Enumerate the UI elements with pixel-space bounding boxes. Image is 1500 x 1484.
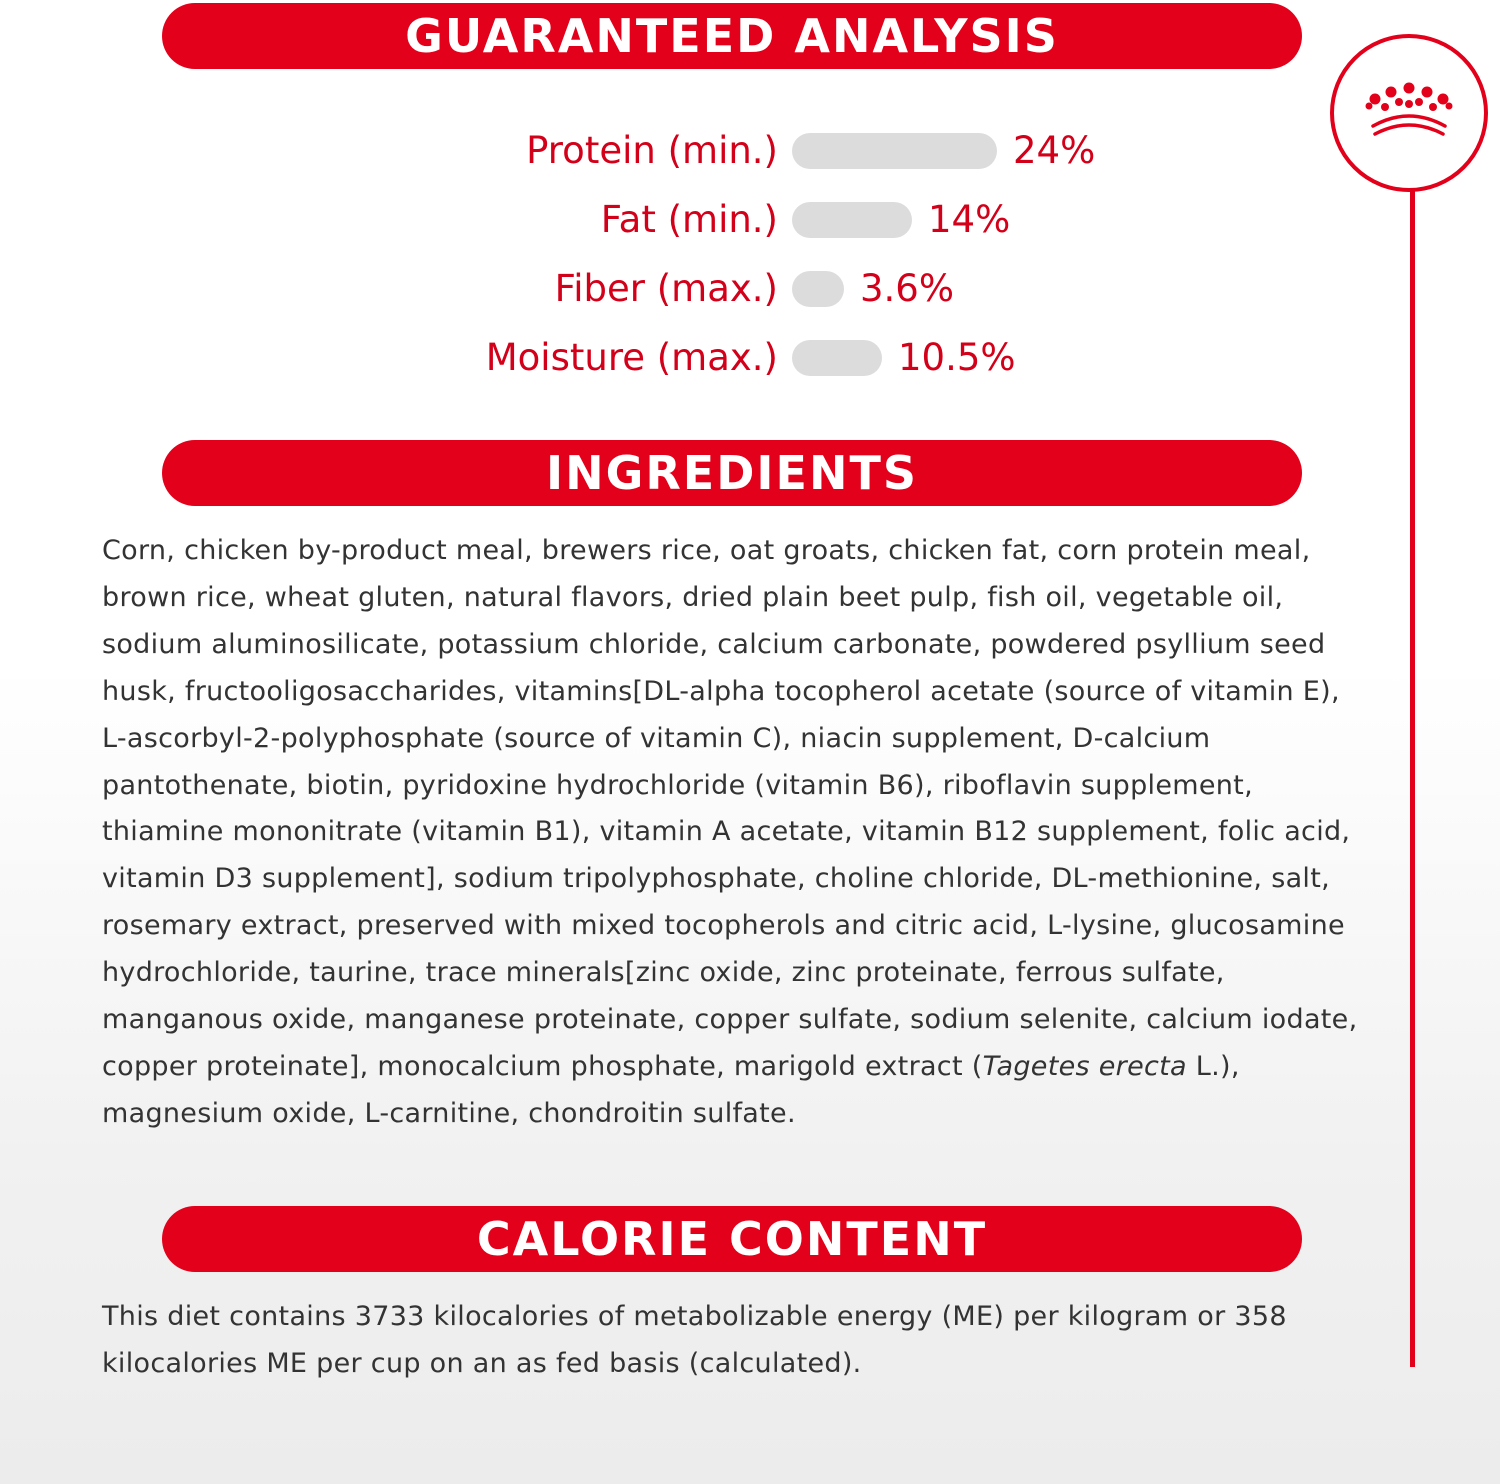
analysis-label: Fat (min.) — [600, 198, 778, 241]
analysis-label: Fiber (max.) — [554, 267, 778, 310]
analysis-row-fiber — [0, 262, 1300, 316]
analysis-bar — [792, 202, 912, 238]
ingredients-text — [102, 528, 1372, 1138]
analysis-label: Protein (min.) — [526, 129, 778, 172]
analysis-value: 14% — [928, 198, 1011, 241]
analysis-value: 3.6% — [860, 267, 954, 310]
analysis-bar — [792, 340, 882, 376]
analysis-label: Moisture (max.) — [485, 336, 778, 379]
analysis-row-moisture — [0, 331, 1300, 385]
guaranteed-analysis-title: GUARANTEED ANALYSIS — [405, 9, 1059, 63]
analysis-row-protein — [0, 124, 1300, 178]
ingredients-italic-name: Tagetes erecta — [982, 1050, 1187, 1082]
analysis-row-fat — [0, 193, 1300, 247]
guaranteed-analysis-banner — [162, 3, 1302, 69]
calorie-content-banner — [162, 1206, 1302, 1272]
analysis-bar — [792, 133, 997, 169]
ingredients-title: INGREDIENTS — [546, 446, 918, 500]
ingredients-banner — [162, 440, 1302, 506]
ingredients-text-part-1: Corn, chicken by-product meal, brewers rice, oat groats, chicken fat, corn protein meal, brown rice, wheat gluten, natural flavors, dried plain beet pulp, fish oil, vegetable oil, sodium aluminosilicate, potassium chloride, calcium carbonate, powdered psyllium seed husk, fructooligosaccharides, vitamins[DL-alpha tocopherol acetate (source of vitamin E), L-ascorbyl-2-polyphosphate (source of vitamin C), niacin supplement, D-calcium pantothenate, biotin, pyridoxine hydrochloride (vitamin B6), riboflavin supplement, thiamine mononitrate (vitamin B1), vitamin A acetate, vitamin B12 supplement, folic acid, vitamin D3 supplement], sodium tripolyphosphate, choline chloride, DL-methionine, salt, rosemary extract, preserved with mixed tocopherols and citric acid, L-lysine, glucosamine hydrochloride, taurine, trace minerals[zinc oxide, zinc proteinate, ferrous sulfate, manganous oxide, manganese proteinate, copper sulfate, sodium selenite, calcium iodate, copper proteinate], monocalcium phosphate, marigold extract ( — [102, 535, 1358, 1082]
crown-icon — [1361, 80, 1457, 140]
calorie-content-title: CALORIE CONTENT — [476, 1212, 988, 1266]
brand-logo-badge — [1330, 34, 1488, 192]
analysis-bar — [792, 271, 844, 307]
calorie-content-text: This diet contains 3733 kilocalories of metabolizable energy (ME) per kilogram or 358 kilocalories ME per cup on an as fed basis (calculated). — [102, 1301, 1287, 1379]
ingredients-text-part-2: L.), magnesium oxide, L-carnitine, chondroitin sulfate. — [102, 1050, 1240, 1129]
brand-vertical-line — [1410, 175, 1415, 1367]
analysis-value: 10.5% — [898, 336, 1016, 379]
analysis-value: 24% — [1013, 129, 1096, 172]
